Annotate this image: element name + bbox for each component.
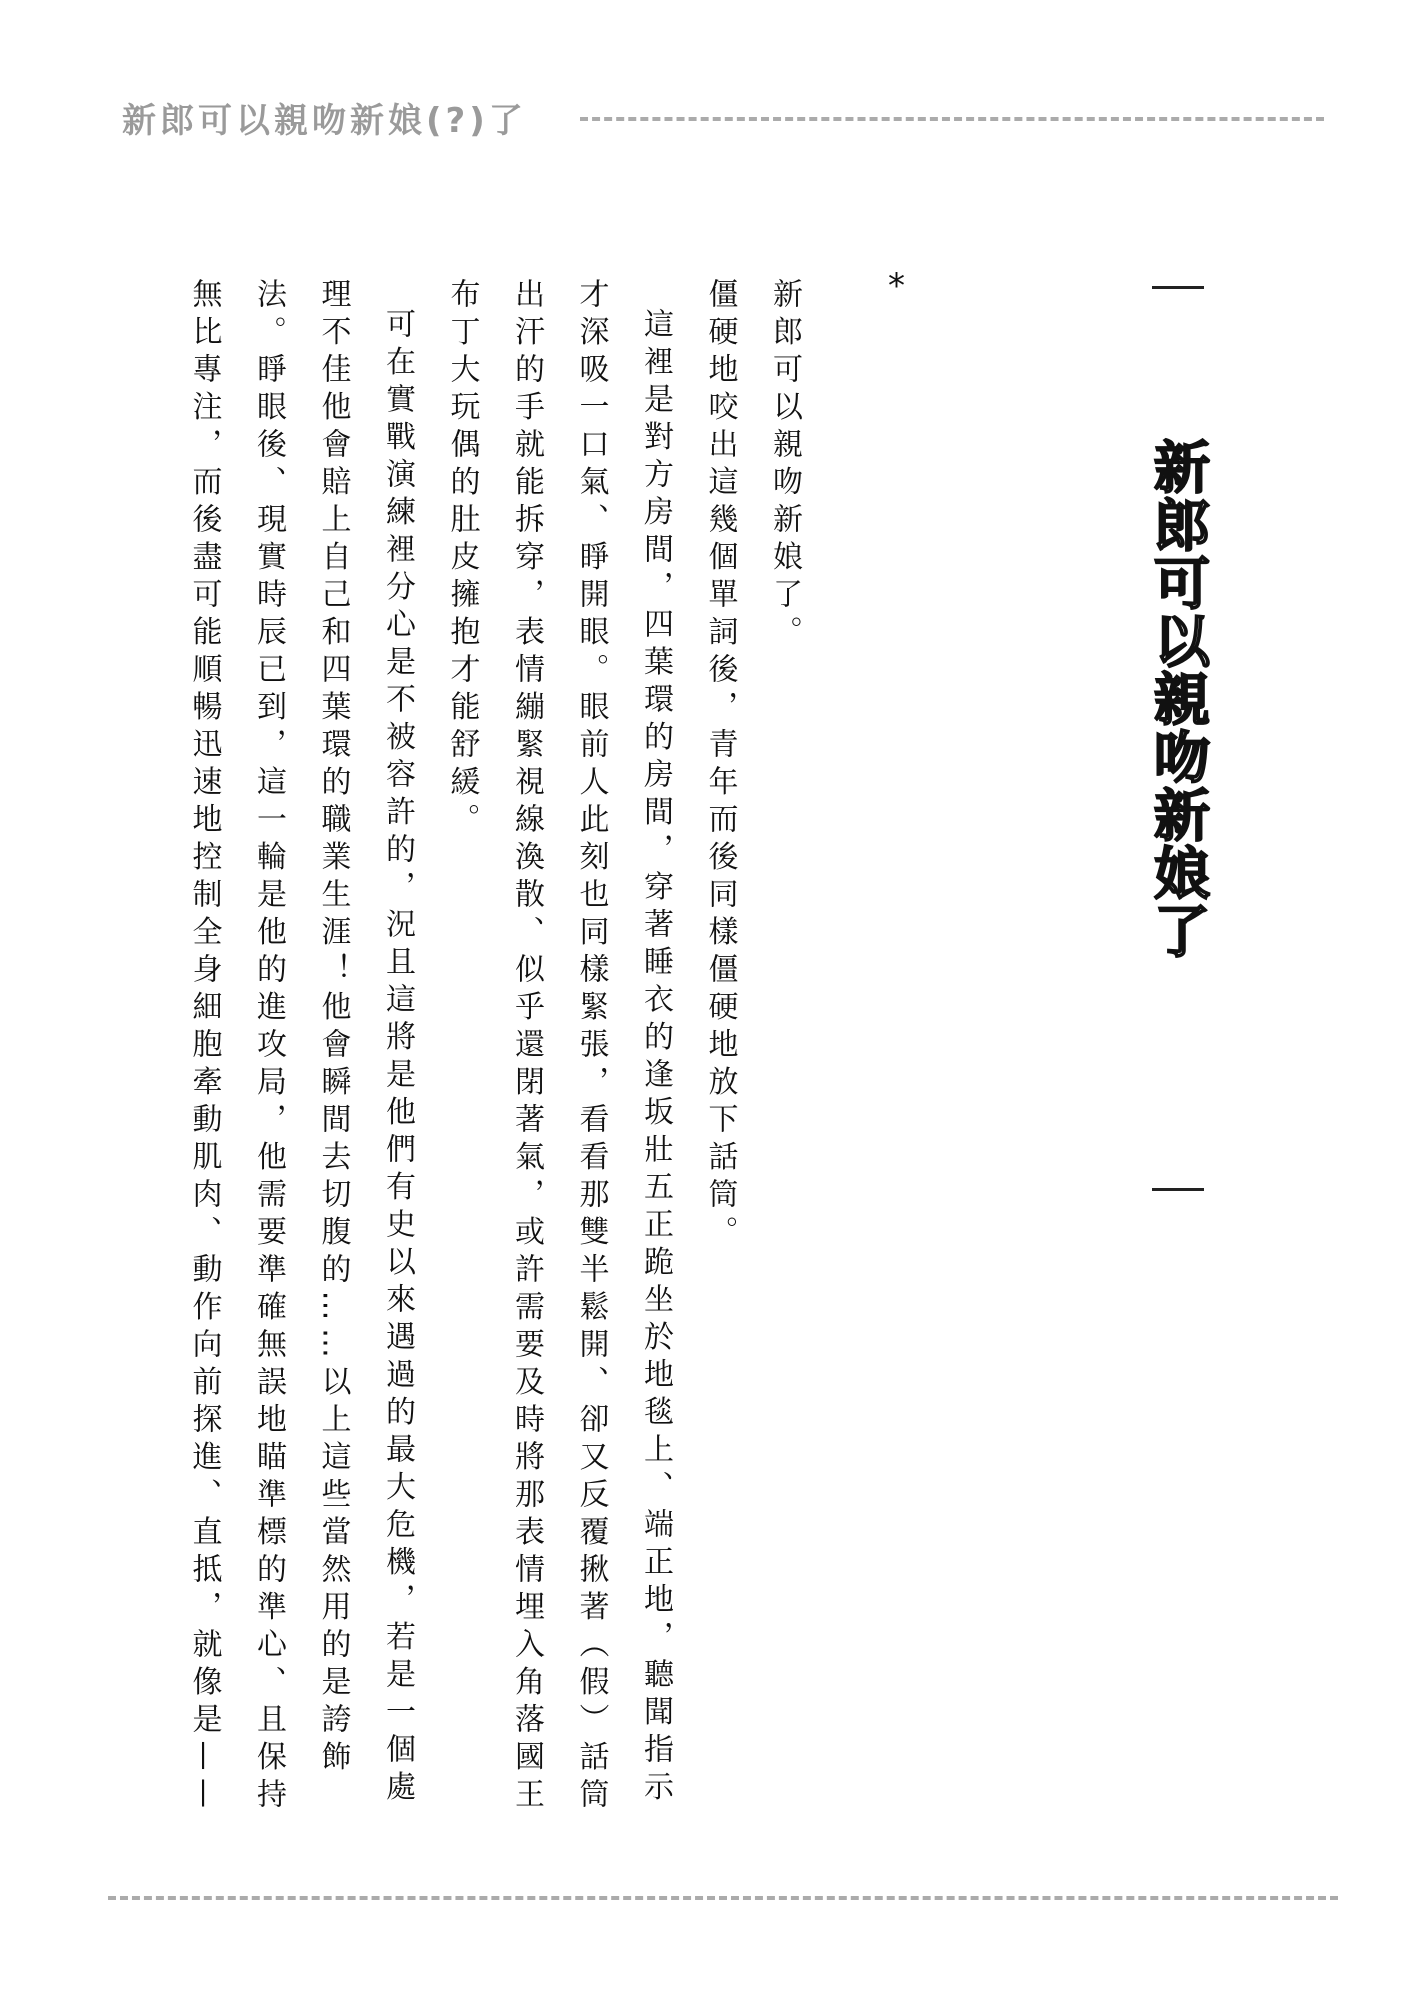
running-header-title: 新郎可以親吻新娘(?)了 [122,100,527,141]
footer-dashed-rule [108,1896,1338,1900]
chapter-title-bar-bottom [1152,1188,1204,1191]
body-text [180,278,816,1838]
paragraph: 僵硬地咬出這幾個單詞後，青年而後同樣僵硬地放下話筒。 [702,278,738,1253]
scene-break-asterisk: * [888,266,905,306]
chapter-title-bar-top [1152,286,1204,289]
paragraph: 可在實戰演練裡分心是不被容許的，況且這將是他們有史以來遇過的最大危機，若是一個處理不佳他會賠上自己和四葉環的職業生涯！他會瞬間去切腹的……以上這些當然用的是誇飾法。睜眼後、現實時辰已到，這一輪是他的進攻局，他需要準確無誤地瞄準標的準心、且保持無比專注，而後盡可能順暢迅速地控制全身細胞牽動肌肉、動作向前探進、直抵，就像是—— [186,278,415,1816]
header-dashed-rule [580,117,1324,121]
paragraph: 新郎可以親吻新娘了。 [767,278,802,653]
paragraph: 這裡是對方房間，四葉環的房間，穿著睡衣的逢坂壯五正跪坐於地毯上、端正地，聽聞指示才深吸一口氣、睜開眼。眼前人此刻也同樣緊張，看看那雙半鬆開、卻又反覆揪著（假）話筒出汗的手就能拆穿，表情繃緊視線渙散、似乎還閉著氣，或許需要及時將那表情埋入角落國王布丁大玩偶的肚皮擁抱才能舒緩。 [444,278,673,1816]
running-header [122,92,527,142]
chapter-title: 新郎可以親吻新娘了 [1145,438,1211,960]
